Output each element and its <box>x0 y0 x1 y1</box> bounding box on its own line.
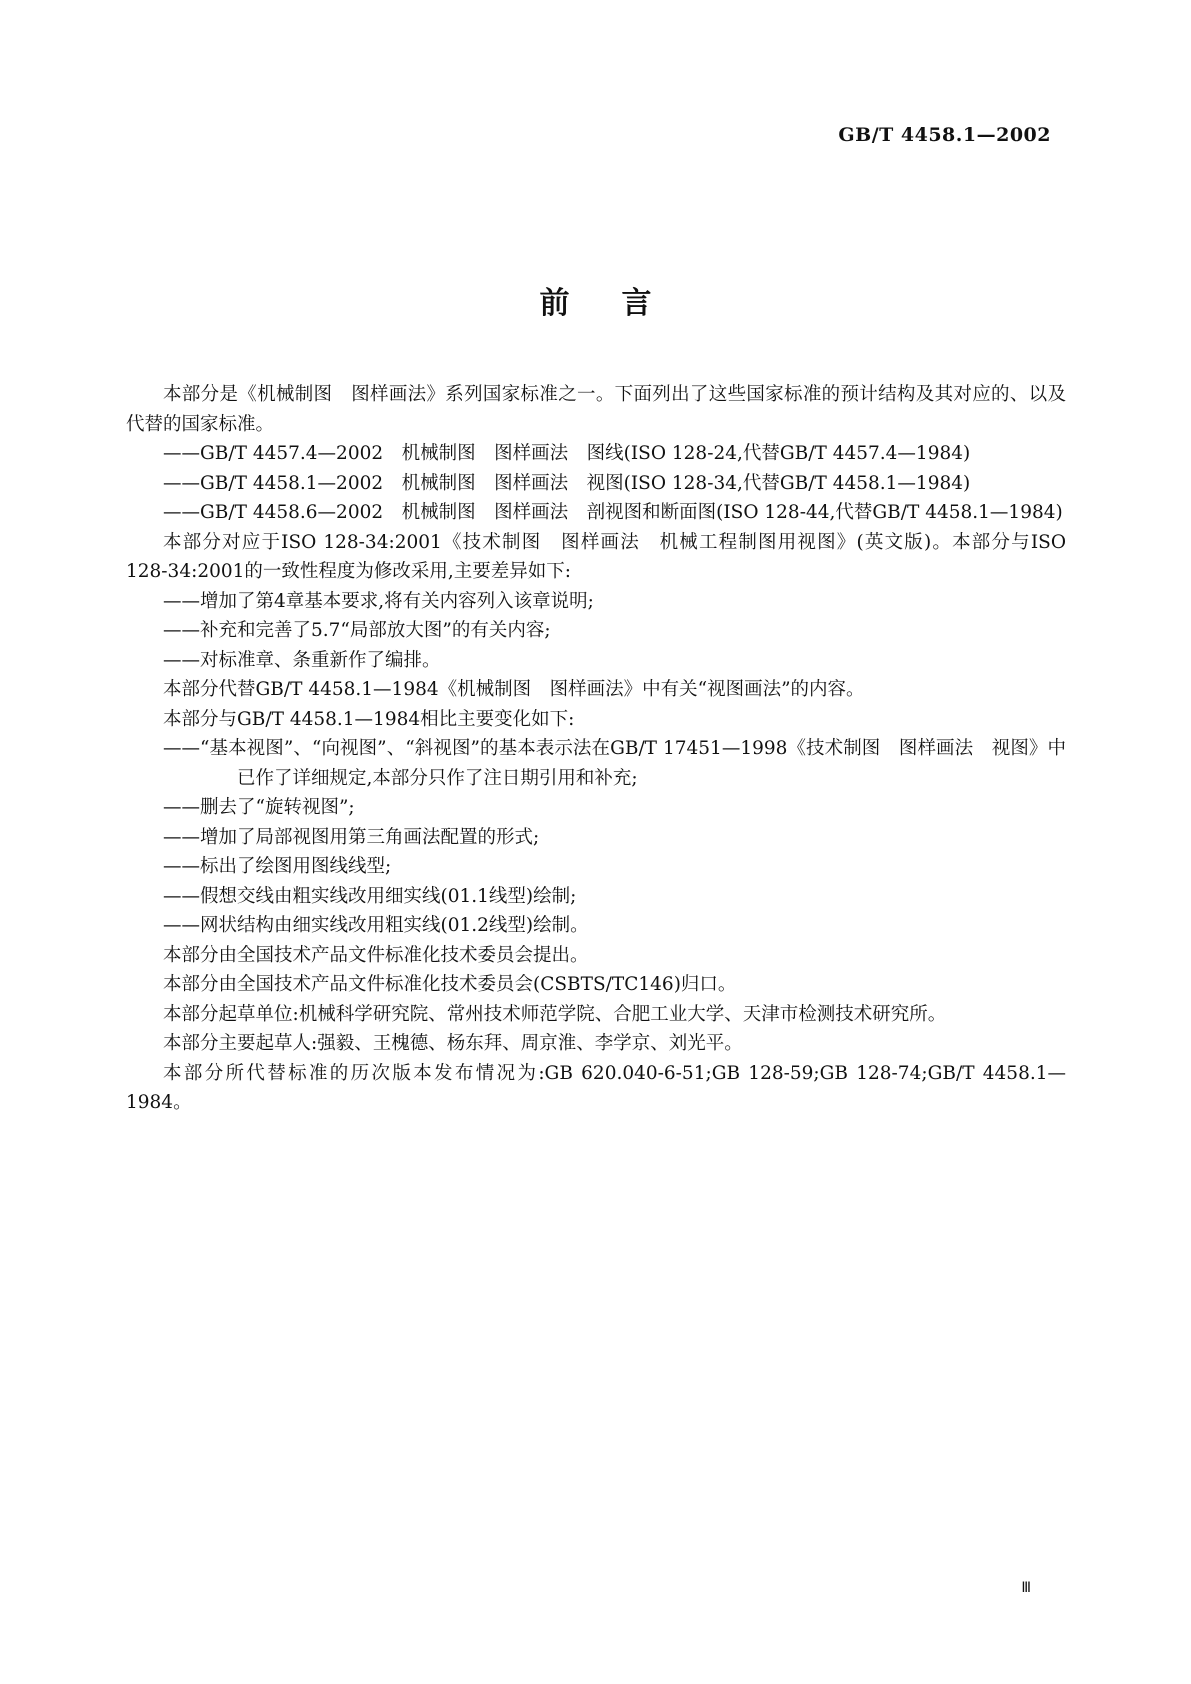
page-title: 前言 <box>539 286 704 321</box>
list-item-change-6: ——网状结构由细实线改用粗实线(01.2线型)绘制。 <box>163 915 589 936</box>
paragraph-intro: 本部分是《机械制图 图样画法》系列国家标准之一。下面列出了这些国家标准的预计结构及其对应的、以及代替的国家标准。 <box>126 384 1066 435</box>
standard-number: GB/T 4458.1—2002 <box>838 124 1051 146</box>
list-item-change-2: ——删去了“旋转视图”; <box>163 797 355 818</box>
list-item-difference-1: ——增加了第4章基本要求,将有关内容列入该章说明; <box>163 590 594 612</box>
list-item-difference-2: ——补充和完善了5.7“局部放大图”的有关内容; <box>163 620 551 641</box>
list-item-difference-3: ——对标准章、条重新作了编排。 <box>163 649 441 671</box>
list-item-change-4: ——标出了绘图用图线线型; <box>163 856 392 877</box>
list-item-gbt-4458-6: ——GB/T 4458.6—2002 机械制图 图样画法 剖视图和断面图(ISO 128-44,代替GB/T 4458.1—1984) <box>163 502 1063 523</box>
list-item-change-3: ——增加了局部视图用第三角画法配置的形式; <box>163 826 540 848</box>
list-item-gbt-4457-4: ——GB/T 4457.4—2002 机械制图 图样画法 图线(ISO 128-24,代替GB/T 4457.4—1984) <box>163 443 971 464</box>
list-item-change-1: ——“基本视图”、“向视图”、“斜视图”的基本表示法在GB/T 17451—1998《技术制图 图样画法 视图》中已作了详细规定,本部分只作了注日期引用和补充; <box>163 738 1066 789</box>
list-item-gbt-4458-1: ——GB/T 4458.1—2002 机械制图 图样画法 视图(ISO 128-34,代替GB/T 4458.1—1984) <box>163 472 971 494</box>
paragraph-changes-intro: 本部分与GB/T 4458.1—1984相比主要变化如下: <box>163 708 575 730</box>
paragraph-drafting-units: 本部分起草单位:机械科学研究院、常州技术师范学院、合肥工业大学、天津市检测技术研究所。 <box>163 1003 947 1025</box>
paragraph-replaces: 本部分代替GB/T 4458.1—1984《机械制图 图样画法》中有关“视图画法”的内容。 <box>163 679 865 700</box>
page-number: Ⅲ <box>1021 1580 1031 1596</box>
list-item-change-5: ——假想交线由粗实线改用细实线(01.1线型)绘制; <box>163 885 577 907</box>
paragraph-iso-correspondence: 本部分对应于ISO 128-34:2001《技术制图 图样画法 机械工程制图用视图》(英文版)。本部分与ISO 128-34:2001的一致性程度为修改采用,主要差异如下: <box>126 531 1066 582</box>
paragraph-managed-by: 本部分由全国技术产品文件标准化技术委员会(CSBTS/TC146)归口。 <box>163 974 737 995</box>
foreword-body <box>126 380 1066 1118</box>
paragraph-drafters: 本部分主要起草人:强毅、王槐德、杨东拜、周京淮、李学京、刘光平。 <box>163 1033 743 1054</box>
paragraph-history: 本部分所代替标准的历次版本发布情况为:GB 620.040-6-51;GB 128-59;GB 128-74;GB/T 4458.1—1984。 <box>126 1062 1066 1113</box>
paragraph-proposed-by: 本部分由全国技术产品文件标准化技术委员会提出。 <box>163 944 589 966</box>
